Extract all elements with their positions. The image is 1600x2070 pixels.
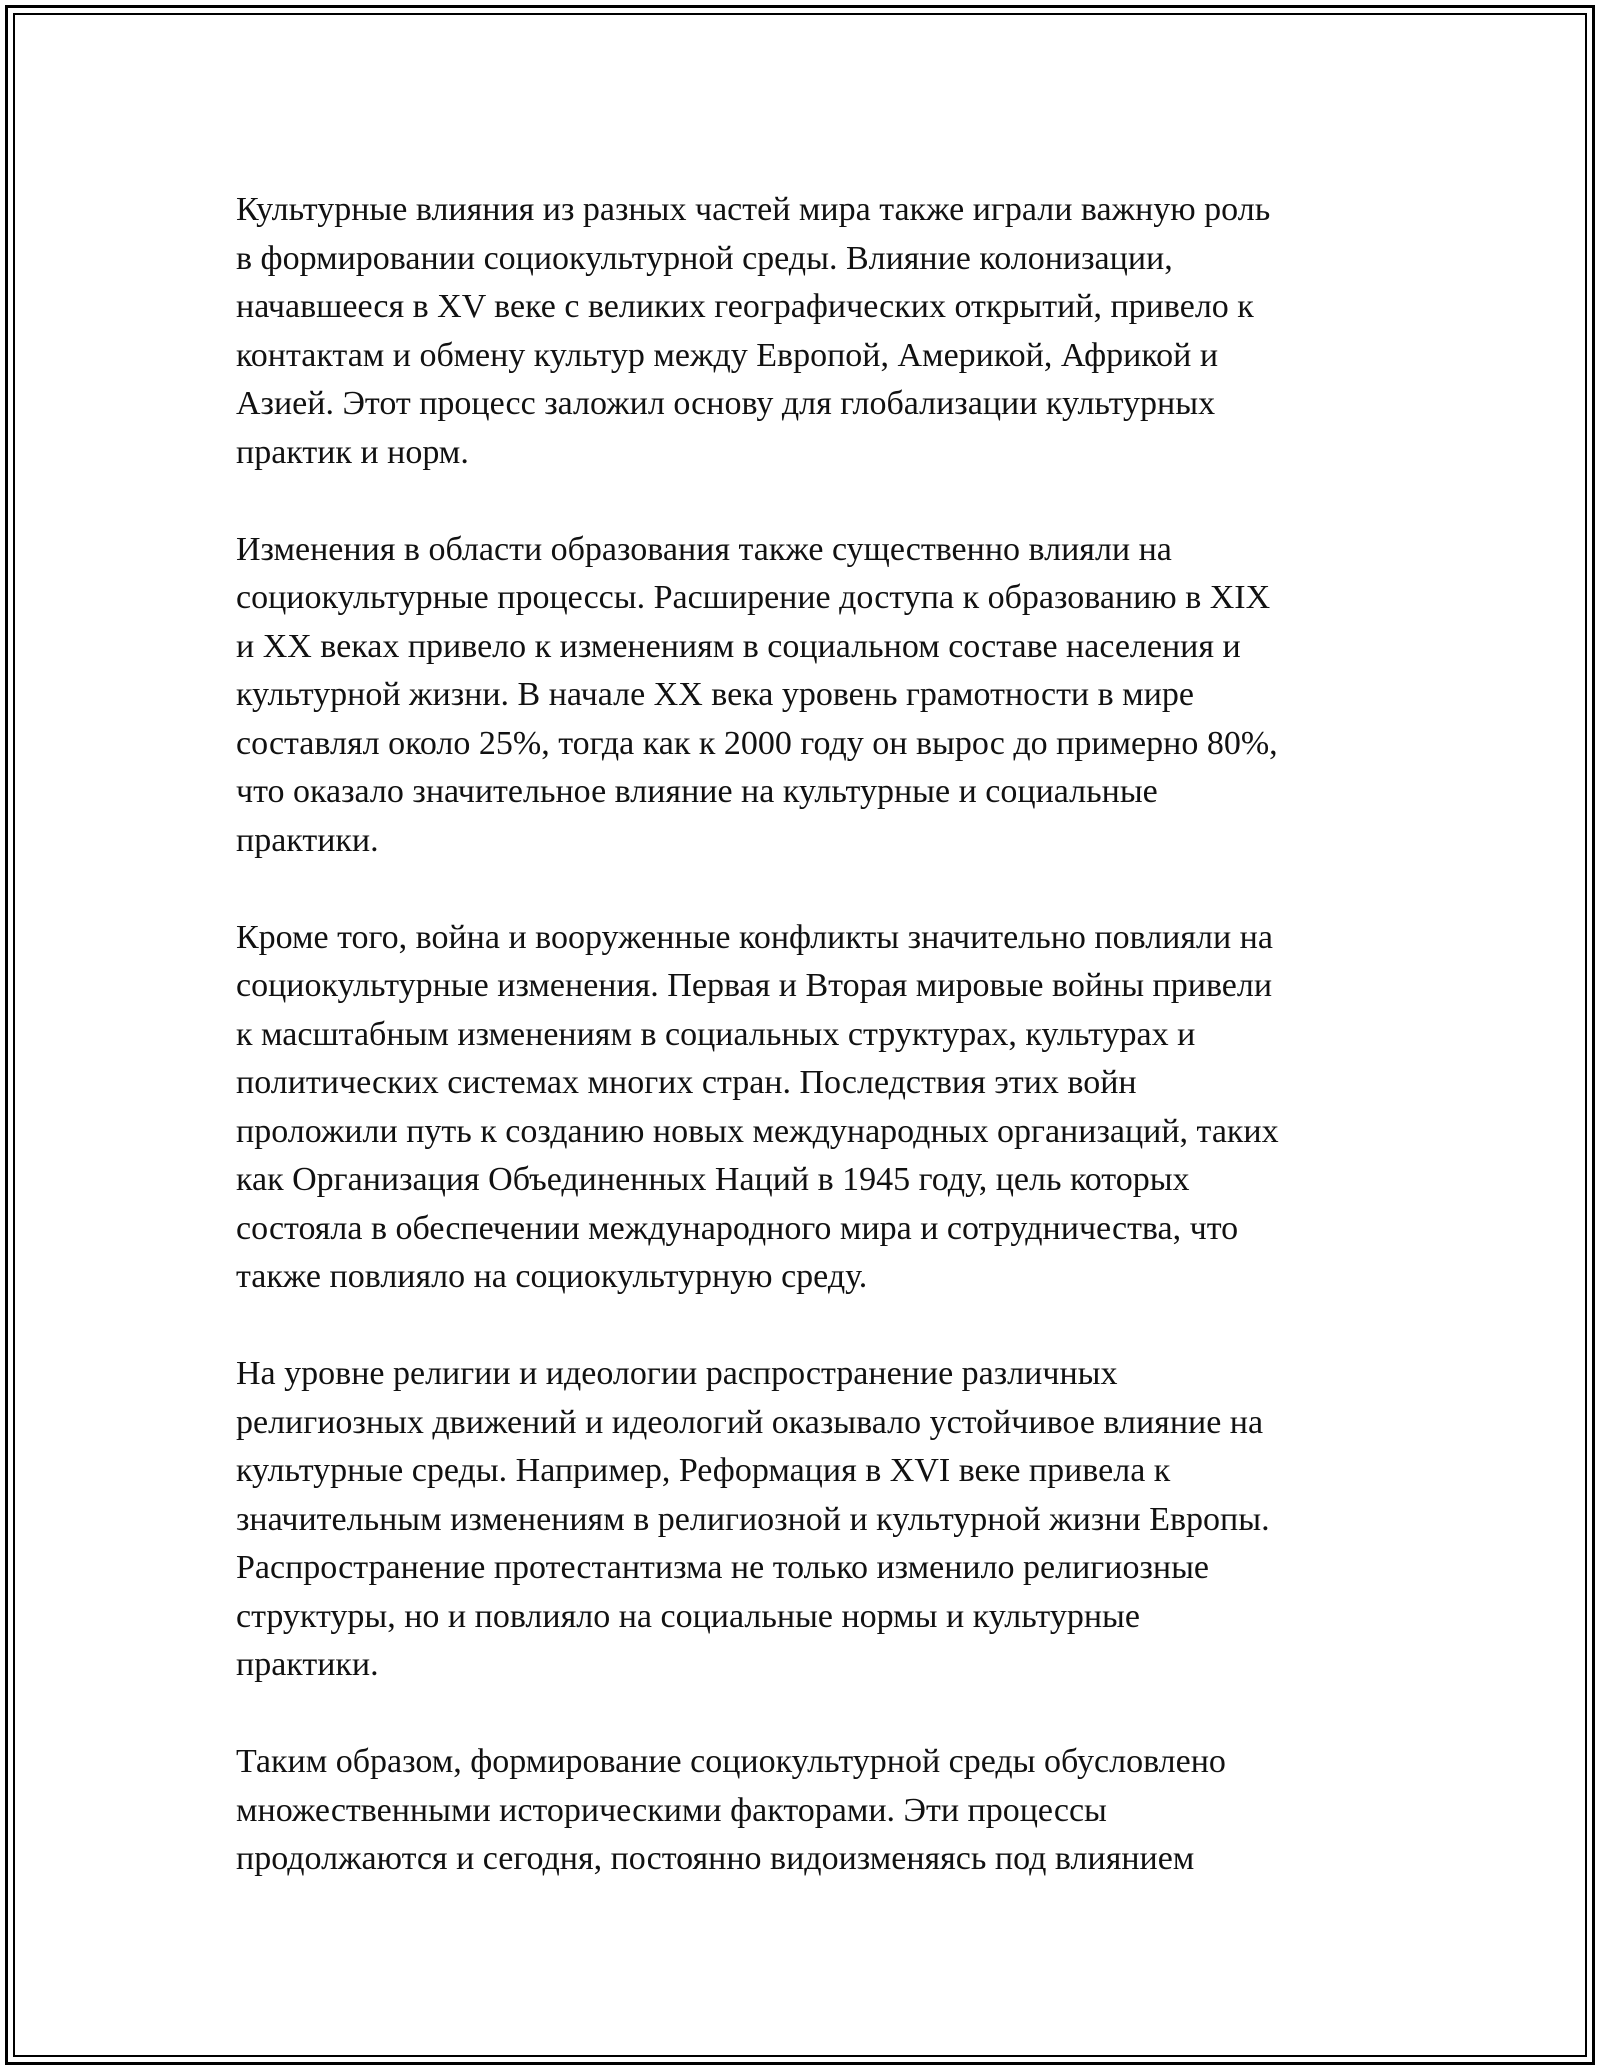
text-line: контактам и обмену культур между Европой, Америкой, Африкой и (236, 336, 1219, 374)
text-line: продолжаются и сегодня, постоянно видоизменяясь под влиянием (236, 1840, 1195, 1877)
document-body (236, 186, 1376, 1932)
text-line: Культурные влияния из разных частей мира также играли важную роль (236, 191, 1271, 228)
text-line: также повлияло на социокультурную среду. (236, 1258, 868, 1295)
text-line: как Организация Объединенных Наций в 1945 году, цель которых (236, 1161, 1190, 1198)
text-line: Таким образом, формирование социокультурной среды обусловлено (236, 1743, 1226, 1780)
text-line: На уровне религии и идеологии распространение различных (236, 1355, 1118, 1392)
paragraph-colonization (236, 186, 1376, 477)
text-line: практики. (236, 1646, 379, 1683)
text-line: политических системах многих стран. Последствия этих войн (236, 1064, 1137, 1101)
text-line: к масштабным изменениям в социальных структурах, культурах и (236, 1015, 1196, 1053)
text-line: составлял около 25%, тогда как к 2000 году он вырос до примерно 80%, (236, 724, 1278, 762)
paragraph-religion (236, 1350, 1376, 1690)
text-line: множественными историческими факторами. Эти процессы (236, 1791, 1107, 1829)
text-line: структуры, но и повлияло на социальные нормы и культурные (236, 1597, 1140, 1635)
text-line: Азией. Этот процесс заложил основу для глобализации культурных (236, 385, 1216, 422)
text-line: проложили путь к созданию новых международных организаций, таких (236, 1112, 1279, 1150)
text-line: значительным изменениям в религиозной и культурной жизни Европы. (236, 1500, 1270, 1538)
text-line: социокультурные изменения. Первая и Вторая мировые войны привели (236, 967, 1273, 1004)
text-line: что оказало значительное влияние на культурные и социальные (236, 773, 1158, 810)
paragraph-conclusion (236, 1738, 1376, 1884)
paragraph-education (236, 526, 1376, 866)
text-line: культурные среды. Например, Реформация в XVI веке привела к (236, 1452, 1171, 1489)
text-line: практики. (236, 821, 379, 859)
text-line: социокультурные процессы. Расширение доступа к образованию в XIX (236, 579, 1271, 616)
text-line: религиозных движений и идеологий оказывало устойчивое влияние на (236, 1403, 1264, 1441)
text-line: практик и норм. (236, 433, 469, 471)
text-line: в формировании социокультурной среды. Влияние колонизации, (236, 239, 1173, 277)
text-line: состояла в обеспечении международного мира и сотрудничества, что (236, 1209, 1239, 1247)
text-line: и XX веках привело к изменениям в социальном составе населения и (236, 627, 1241, 665)
text-line: Распространение протестантизма не только изменило религиозные (236, 1549, 1210, 1586)
paragraph-wars (236, 914, 1376, 1302)
text-line: Изменения в области образования также существенно влияли на (236, 530, 1172, 568)
text-line: Кроме того, война и вооруженные конфликты значительно повлияли на (236, 918, 1273, 956)
text-line: начавшееся в XV веке с великих географических открытий, привело к (236, 288, 1254, 325)
text-line: культурной жизни. В начале XX века уровень грамотности в мире (236, 676, 1194, 713)
